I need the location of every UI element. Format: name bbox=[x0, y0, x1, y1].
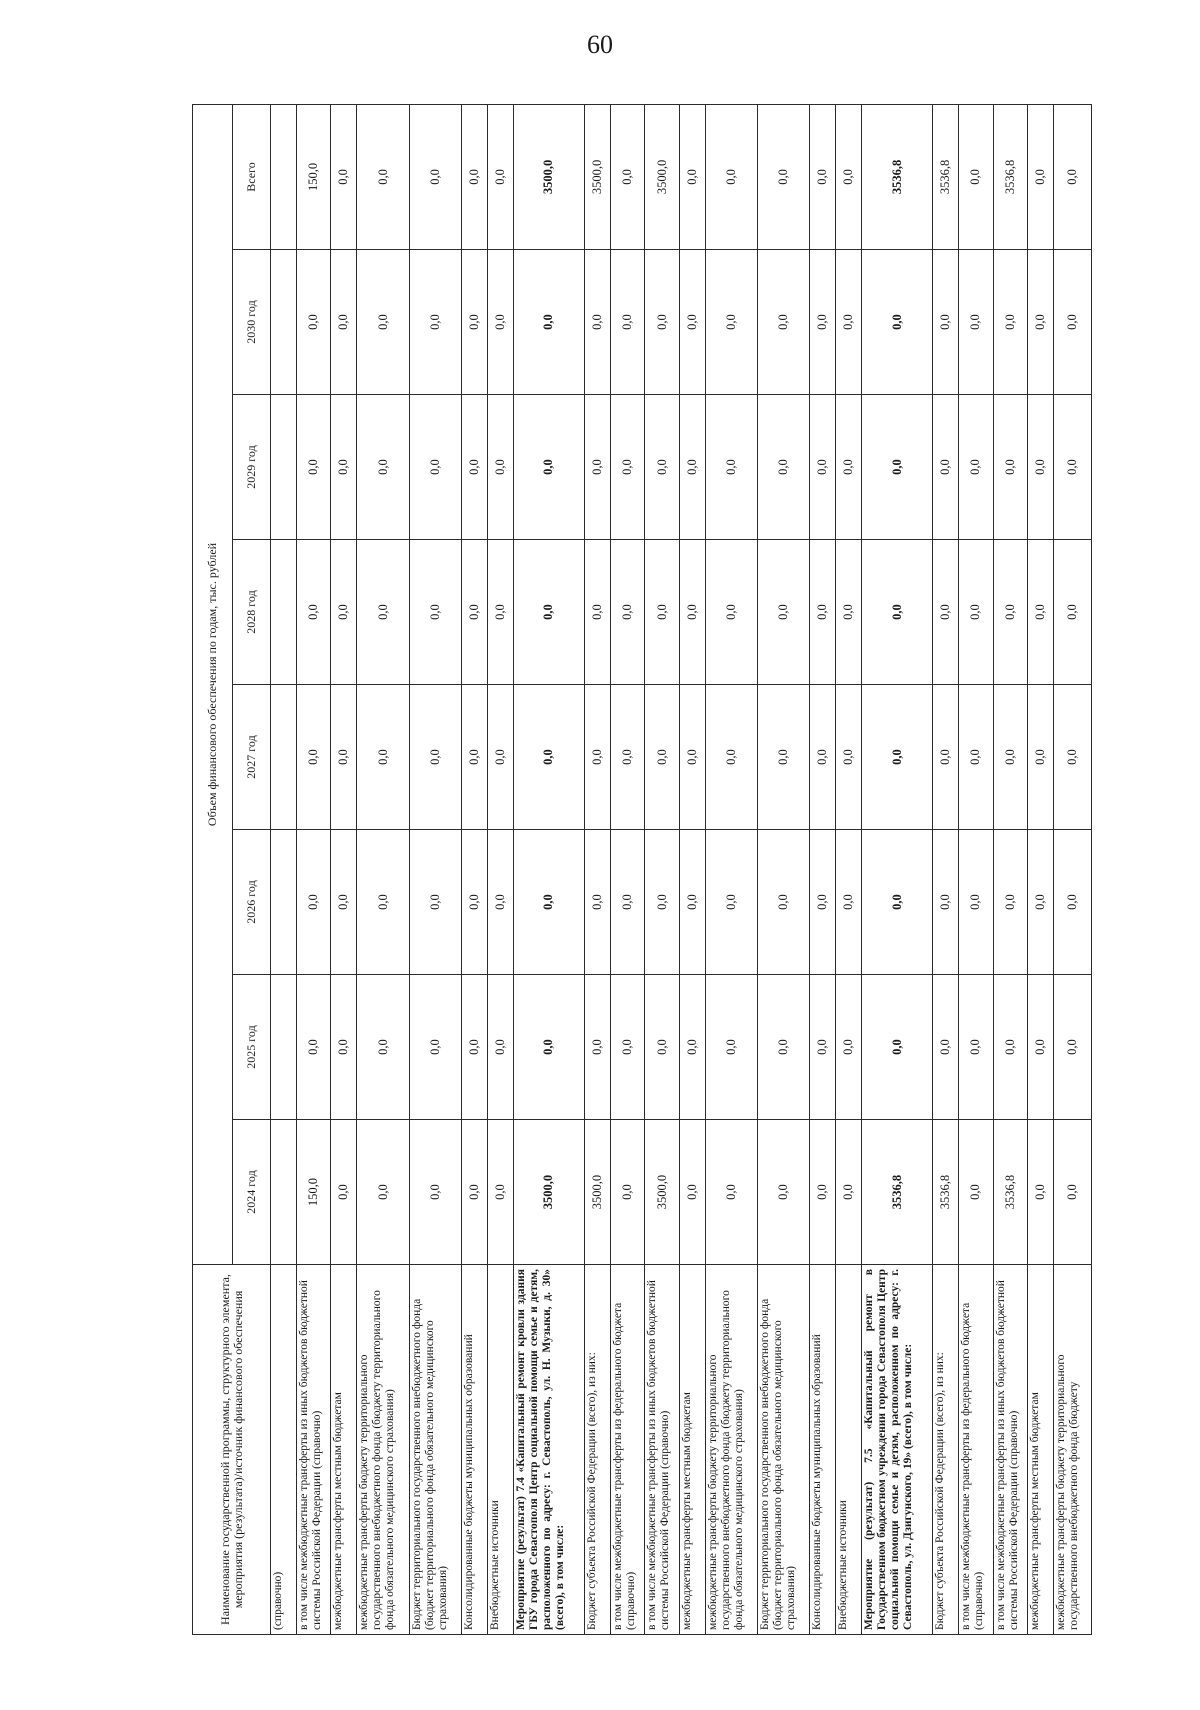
row-value: 0,0 bbox=[409, 395, 461, 540]
row-value: 3500,0 bbox=[584, 1120, 610, 1265]
table-row bbox=[409, 104, 461, 1634]
row-value: 0,0 bbox=[679, 395, 705, 540]
row-value: 0,0 bbox=[513, 830, 584, 975]
row-value: 0,0 bbox=[1054, 975, 1092, 1120]
row-value: 3536,8 bbox=[862, 104, 933, 249]
row-label: в том числе межбюджетные трансферты из федерального бюджета (справочно) bbox=[610, 1265, 644, 1635]
row-value: 3500,0 bbox=[513, 104, 584, 249]
row-value: 0,0 bbox=[836, 685, 862, 830]
row-value: 0,0 bbox=[809, 685, 835, 830]
row-value: 0,0 bbox=[331, 540, 357, 685]
budget-table bbox=[192, 104, 1092, 1635]
row-value: 0,0 bbox=[679, 975, 705, 1120]
row-value: 0,0 bbox=[409, 975, 461, 1120]
table-row bbox=[1027, 104, 1053, 1634]
row-value: 0,0 bbox=[610, 104, 644, 249]
row-value: 0,0 bbox=[959, 104, 993, 249]
row-value: 0,0 bbox=[584, 250, 610, 395]
table-row bbox=[959, 104, 993, 1634]
row-value: 0,0 bbox=[959, 1120, 993, 1265]
row-value: 0,0 bbox=[645, 250, 679, 395]
row-value: 0,0 bbox=[993, 975, 1027, 1120]
row-value: 0,0 bbox=[809, 1120, 835, 1265]
table-row bbox=[513, 104, 584, 1634]
row-value: 0,0 bbox=[836, 1120, 862, 1265]
row-value: 0,0 bbox=[645, 975, 679, 1120]
row-value: 0,0 bbox=[1027, 1120, 1053, 1265]
row-value: 0,0 bbox=[836, 395, 862, 540]
row-value: 0,0 bbox=[331, 1120, 357, 1265]
table-row bbox=[331, 104, 357, 1634]
row-label: Бюджет территориального государственного внебюджетного фонда (бюджет территориального фонда обязательного медицинского страхования) bbox=[409, 1265, 461, 1635]
row-value: 0,0 bbox=[297, 395, 331, 540]
row-value bbox=[271, 250, 297, 395]
row-value: 0,0 bbox=[357, 830, 409, 975]
row-value: 0,0 bbox=[610, 395, 644, 540]
table-row bbox=[862, 104, 933, 1634]
row-value: 0,0 bbox=[487, 685, 513, 830]
row-value: 0,0 bbox=[809, 830, 835, 975]
table-row bbox=[757, 104, 809, 1634]
row-value: 0,0 bbox=[679, 104, 705, 249]
row-value: 0,0 bbox=[645, 830, 679, 975]
row-label: Внебюджетные источники bbox=[487, 1265, 513, 1635]
row-value: 0,0 bbox=[409, 830, 461, 975]
row-label: межбюджетные трансферты местным бюджетам bbox=[679, 1265, 705, 1635]
row-value: 0,0 bbox=[584, 540, 610, 685]
table-row bbox=[297, 104, 331, 1634]
row-label: межбюджетные трансферты местным бюджетам bbox=[331, 1265, 357, 1635]
row-value: 0,0 bbox=[584, 975, 610, 1120]
row-label: Бюджет субъекта Российской Федерации (всего), из них: bbox=[584, 1265, 610, 1635]
row-value: 0,0 bbox=[409, 1120, 461, 1265]
table-row bbox=[271, 104, 297, 1634]
row-value: 0,0 bbox=[705, 395, 757, 540]
row-label: Мероприятие (результат) 7.4 «Капитальный ремонт кровли здания ГБУ города Севастополя Центр социальной помощи семье и детям, расположенного по адресу: г. Севастополь, ул. Н. Музыки, д. 30» (всего), в том числе: bbox=[513, 1265, 584, 1635]
table-body bbox=[271, 104, 1092, 1634]
row-value: 0,0 bbox=[461, 250, 487, 395]
row-value: 0,0 bbox=[679, 1120, 705, 1265]
row-value: 0,0 bbox=[513, 395, 584, 540]
row-value bbox=[271, 395, 297, 540]
row-value: 0,0 bbox=[297, 250, 331, 395]
row-value: 0,0 bbox=[959, 975, 993, 1120]
row-value: 0,0 bbox=[610, 975, 644, 1120]
row-value: 0,0 bbox=[513, 250, 584, 395]
row-value: 0,0 bbox=[297, 830, 331, 975]
row-value: 0,0 bbox=[487, 1120, 513, 1265]
row-value: 0,0 bbox=[513, 540, 584, 685]
row-label: Мероприятие (результат) 7.5 «Капитальный ремонт в Государственном бюджетном учреждении города Севастополя Центр социальной помощи семье и детям, расположенном по адресу: г. Севастополь, ул. Дзигунского, 19» (всего), в том числе: bbox=[862, 1265, 933, 1635]
row-value: 0,0 bbox=[409, 250, 461, 395]
row-value: 0,0 bbox=[933, 975, 959, 1120]
row-value: 0,0 bbox=[705, 540, 757, 685]
row-value: 0,0 bbox=[297, 685, 331, 830]
row-value bbox=[271, 104, 297, 249]
row-value: 0,0 bbox=[757, 1120, 809, 1265]
row-label: (справочно) bbox=[271, 1265, 297, 1635]
row-value: 0,0 bbox=[705, 685, 757, 830]
row-value: 0,0 bbox=[1027, 975, 1053, 1120]
row-value bbox=[271, 975, 297, 1120]
row-value bbox=[271, 685, 297, 830]
header-year-4: 2027 год bbox=[233, 685, 271, 830]
table-row bbox=[809, 104, 835, 1634]
header-year-3: 2026 год bbox=[233, 830, 271, 975]
row-label: межбюджетные трансферты бюджету территориального государственного внебюджетного фонда (бюджету bbox=[1054, 1265, 1092, 1635]
row-value: 0,0 bbox=[1027, 685, 1053, 830]
table-row bbox=[933, 104, 959, 1634]
row-value: 0,0 bbox=[584, 395, 610, 540]
row-value: 0,0 bbox=[409, 685, 461, 830]
row-value: 0,0 bbox=[993, 540, 1027, 685]
row-value: 0,0 bbox=[862, 540, 933, 685]
row-value: 0,0 bbox=[357, 685, 409, 830]
row-value: 0,0 bbox=[1054, 1120, 1092, 1265]
row-value: 0,0 bbox=[862, 685, 933, 830]
table-row bbox=[836, 104, 862, 1634]
row-label: межбюджетные трансферты местным бюджетам bbox=[1027, 1265, 1053, 1635]
row-value: 0,0 bbox=[1054, 395, 1092, 540]
table-row bbox=[487, 104, 513, 1634]
row-value: 0,0 bbox=[836, 104, 862, 249]
row-value: 0,0 bbox=[487, 104, 513, 249]
row-label: в том числе межбюджетные трансферты из иных бюджетов бюджетной системы Российской Федерации (справочно) bbox=[645, 1265, 679, 1635]
row-value: 0,0 bbox=[679, 685, 705, 830]
row-value: 0,0 bbox=[959, 250, 993, 395]
row-value: 0,0 bbox=[679, 830, 705, 975]
row-value: 0,0 bbox=[705, 104, 757, 249]
row-value: 0,0 bbox=[959, 685, 993, 830]
table-row bbox=[461, 104, 487, 1634]
row-value: 0,0 bbox=[331, 104, 357, 249]
row-value: 0,0 bbox=[487, 975, 513, 1120]
table-row bbox=[705, 104, 757, 1634]
row-value: 0,0 bbox=[331, 975, 357, 1120]
row-value bbox=[271, 830, 297, 975]
row-value: 0,0 bbox=[836, 975, 862, 1120]
row-value: 0,0 bbox=[461, 104, 487, 249]
row-value: 0,0 bbox=[757, 395, 809, 540]
row-value: 0,0 bbox=[1054, 830, 1092, 975]
row-value: 0,0 bbox=[836, 540, 862, 685]
row-value: 0,0 bbox=[610, 830, 644, 975]
row-value: 0,0 bbox=[1027, 830, 1053, 975]
row-value: 0,0 bbox=[679, 250, 705, 395]
row-value: 0,0 bbox=[487, 830, 513, 975]
row-value: 0,0 bbox=[409, 540, 461, 685]
row-value: 0,0 bbox=[357, 975, 409, 1120]
header-name-column: Наименование государственной программы, структурного элемента, мероприятия (результата)/источник финансового обеспечения bbox=[193, 1265, 271, 1635]
row-value: 0,0 bbox=[331, 395, 357, 540]
row-value: 3500,0 bbox=[584, 104, 610, 249]
row-value: 0,0 bbox=[862, 830, 933, 975]
row-value: 0,0 bbox=[357, 1120, 409, 1265]
row-value: 0,0 bbox=[645, 685, 679, 830]
table-row bbox=[610, 104, 644, 1634]
row-value: 0,0 bbox=[679, 540, 705, 685]
row-value: 0,0 bbox=[705, 1120, 757, 1265]
row-value: 0,0 bbox=[1054, 685, 1092, 830]
header-year-7: 2030 год bbox=[233, 250, 271, 395]
row-value: 3536,8 bbox=[862, 1120, 933, 1265]
row-value: 0,0 bbox=[836, 830, 862, 975]
row-value: 0,0 bbox=[610, 540, 644, 685]
row-label: Внебюджетные источники bbox=[836, 1265, 862, 1635]
table-row bbox=[645, 104, 679, 1634]
header-year-1: 2024 год bbox=[233, 1120, 271, 1265]
row-value: 0,0 bbox=[993, 250, 1027, 395]
table-row bbox=[584, 104, 610, 1634]
row-value: 0,0 bbox=[461, 685, 487, 830]
row-value: 0,0 bbox=[757, 104, 809, 249]
row-value: 0,0 bbox=[1027, 395, 1053, 540]
row-value: 0,0 bbox=[297, 540, 331, 685]
rotated-landscape-page bbox=[192, 105, 1092, 1635]
row-value: 0,0 bbox=[297, 975, 331, 1120]
row-value: 3536,8 bbox=[993, 104, 1027, 249]
row-value: 3536,8 bbox=[993, 1120, 1027, 1265]
row-value: 3500,0 bbox=[645, 104, 679, 249]
row-value: 150,0 bbox=[297, 1120, 331, 1265]
page-number: 60 bbox=[587, 30, 613, 59]
row-value: 0,0 bbox=[809, 395, 835, 540]
row-value: 0,0 bbox=[513, 975, 584, 1120]
row-label: Бюджет субъекта Российской Федерации (всего), из них: bbox=[933, 1265, 959, 1635]
row-value: 3536,8 bbox=[933, 104, 959, 249]
row-value: 0,0 bbox=[357, 250, 409, 395]
row-value: 0,0 bbox=[757, 250, 809, 395]
row-value: 0,0 bbox=[1054, 104, 1092, 249]
row-label: в том числе межбюджетные трансферты из федерального бюджета (справочно) bbox=[959, 1265, 993, 1635]
row-value: 0,0 bbox=[757, 540, 809, 685]
row-value: 0,0 bbox=[809, 104, 835, 249]
row-value: 0,0 bbox=[959, 395, 993, 540]
row-value: 0,0 bbox=[993, 395, 1027, 540]
row-value: 0,0 bbox=[1054, 250, 1092, 395]
row-label: Бюджет территориального государственного внебюджетного фонда (бюджет территориального фонда обязательного медицинского страхования) bbox=[757, 1265, 809, 1635]
row-value: 0,0 bbox=[933, 830, 959, 975]
row-value: 0,0 bbox=[357, 104, 409, 249]
header-year-6: 2029 год bbox=[233, 395, 271, 540]
row-value: 0,0 bbox=[487, 250, 513, 395]
row-value: 0,0 bbox=[933, 540, 959, 685]
row-value: 0,0 bbox=[705, 250, 757, 395]
row-value: 0,0 bbox=[584, 830, 610, 975]
row-value: 0,0 bbox=[610, 685, 644, 830]
row-value: 0,0 bbox=[836, 250, 862, 395]
row-value: 3536,8 bbox=[933, 1120, 959, 1265]
row-value: 0,0 bbox=[331, 830, 357, 975]
row-value: 0,0 bbox=[959, 830, 993, 975]
row-value: 0,0 bbox=[610, 250, 644, 395]
row-value: 0,0 bbox=[513, 685, 584, 830]
row-value: 0,0 bbox=[461, 540, 487, 685]
row-value: 0,0 bbox=[357, 540, 409, 685]
row-value: 3500,0 bbox=[645, 1120, 679, 1265]
row-value bbox=[271, 540, 297, 685]
row-value: 0,0 bbox=[357, 395, 409, 540]
row-value: 0,0 bbox=[409, 104, 461, 249]
row-value: 0,0 bbox=[487, 395, 513, 540]
row-value: 0,0 bbox=[645, 540, 679, 685]
row-value: 150,0 bbox=[297, 104, 331, 249]
header-year-2: 2025 год bbox=[233, 975, 271, 1120]
row-value: 0,0 bbox=[862, 395, 933, 540]
row-value: 0,0 bbox=[461, 975, 487, 1120]
row-value: 0,0 bbox=[1054, 540, 1092, 685]
row-value: 0,0 bbox=[705, 830, 757, 975]
row-label: в том числе межбюджетные трансферты из иных бюджетов бюджетной системы Российской Федерации (справочно) bbox=[993, 1265, 1027, 1635]
row-value: 0,0 bbox=[757, 685, 809, 830]
row-value: 0,0 bbox=[331, 685, 357, 830]
table-row bbox=[679, 104, 705, 1634]
row-value: 0,0 bbox=[1027, 540, 1053, 685]
row-value: 0,0 bbox=[461, 1120, 487, 1265]
header-year-8: Всего bbox=[233, 104, 271, 249]
row-value: 0,0 bbox=[1027, 250, 1053, 395]
row-label: Консолидированные бюджеты муниципальных образований bbox=[809, 1265, 835, 1635]
header-funding-group: Объем финансового обеспечения по годам, тыс. рублей bbox=[193, 104, 233, 1264]
row-label: в том числе межбюджетные трансферты из иных бюджетов бюджетной системы Российской Федерации (справочно) bbox=[297, 1265, 331, 1635]
row-label: межбюджетные трансферты бюджету территориального государственного внебюджетного фонда (бюджету территориального фонда обязательного медицинского страхования) bbox=[357, 1265, 409, 1635]
row-value: 0,0 bbox=[862, 975, 933, 1120]
row-label: Консолидированные бюджеты муниципальных образований bbox=[461, 1265, 487, 1635]
row-value: 0,0 bbox=[933, 395, 959, 540]
row-value: 0,0 bbox=[1027, 104, 1053, 249]
row-value: 0,0 bbox=[461, 830, 487, 975]
table-row bbox=[993, 104, 1027, 1634]
row-value: 0,0 bbox=[705, 975, 757, 1120]
row-value: 0,0 bbox=[757, 830, 809, 975]
table-row bbox=[357, 104, 409, 1634]
row-label: межбюджетные трансферты бюджету территориального государственного внебюджетного фонда (бюджету территориального фонда обязательного медицинского страхования) bbox=[705, 1265, 757, 1635]
row-value: 0,0 bbox=[610, 1120, 644, 1265]
row-value: 0,0 bbox=[809, 975, 835, 1120]
row-value: 0,0 bbox=[959, 540, 993, 685]
row-value: 0,0 bbox=[487, 540, 513, 685]
row-value: 0,0 bbox=[461, 395, 487, 540]
row-value: 0,0 bbox=[933, 685, 959, 830]
row-value: 0,0 bbox=[757, 975, 809, 1120]
row-value: 0,0 bbox=[809, 540, 835, 685]
row-value: 0,0 bbox=[584, 685, 610, 830]
row-value: 0,0 bbox=[993, 685, 1027, 830]
row-value: 0,0 bbox=[993, 830, 1027, 975]
row-value: 3500,0 bbox=[513, 1120, 584, 1265]
row-value: 0,0 bbox=[809, 250, 835, 395]
row-value: 0,0 bbox=[645, 395, 679, 540]
table-row bbox=[1054, 104, 1092, 1634]
row-value: 0,0 bbox=[862, 250, 933, 395]
row-value: 0,0 bbox=[331, 250, 357, 395]
header-year-5: 2028 год bbox=[233, 540, 271, 685]
row-value bbox=[271, 1120, 297, 1265]
row-value: 0,0 bbox=[933, 250, 959, 395]
